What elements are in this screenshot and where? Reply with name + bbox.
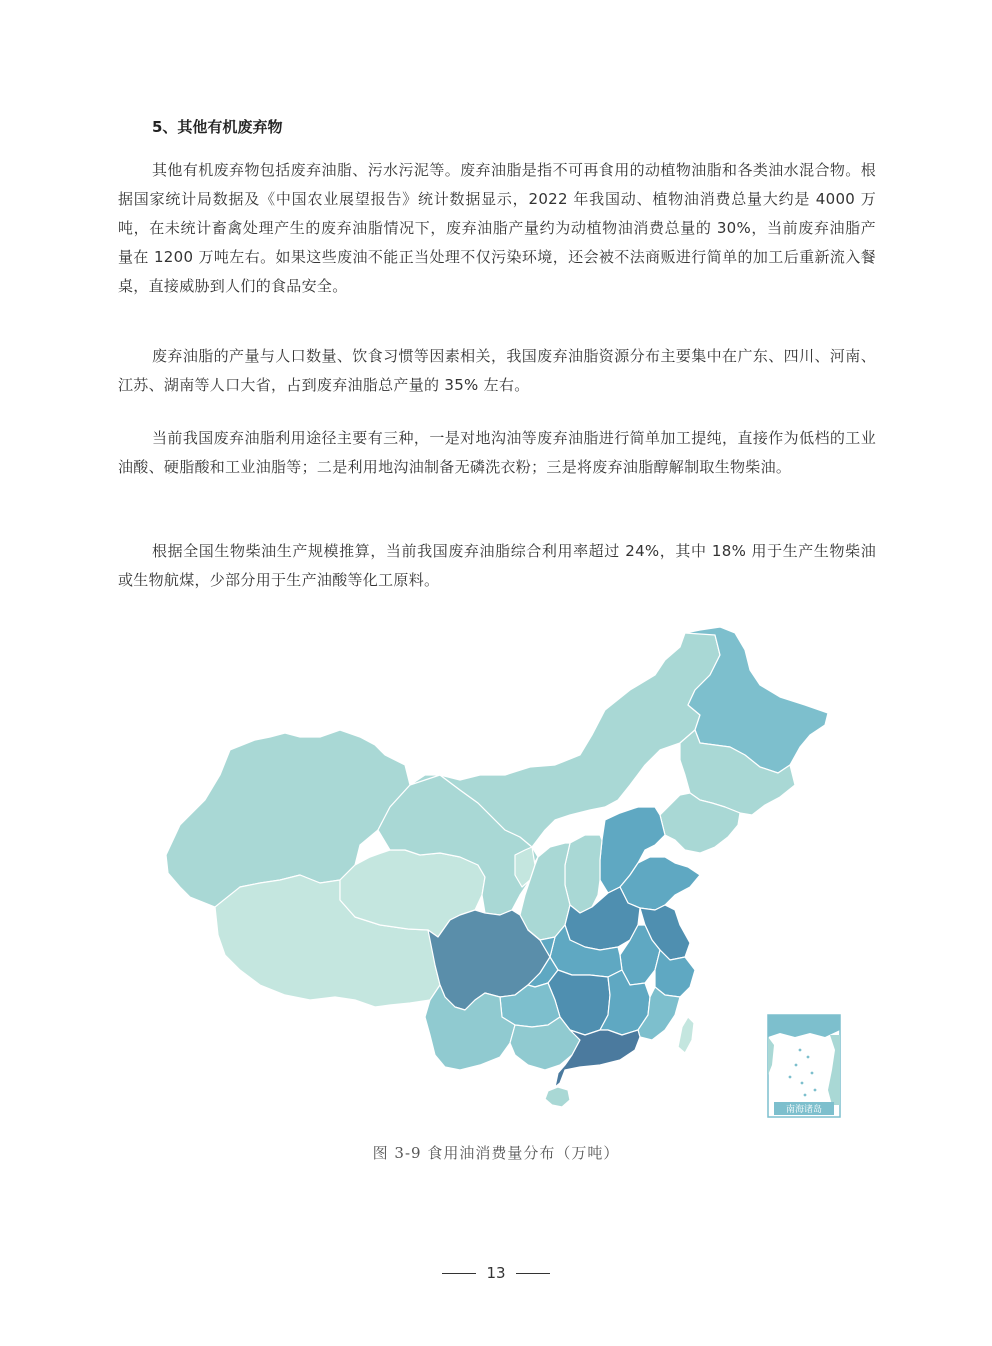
paragraph-waste-oil-rate: 根据全国生物柴油生产规模推算，当前我国废弃油脂综合利用率超过 24%，其中 18% 用于生产生物柴油或生物航煤，少部分用于生产油酸等化工原料。 <box>118 542 876 589</box>
page-number: 13 <box>486 1264 506 1282</box>
footer-rule-right <box>516 1273 550 1274</box>
paragraph-waste-oil-intro: 其他有机废弃物包括废弃油脂、污水污泥等。废弃油脂是指不可再食用的动植物油脂和各类油水混合物。根据国家统计局数据及《中国农业展望报告》统计数据显示，2022 年我国动、植物油消费总量大约是 4000 万吨，在未统计畜禽处理产生的废弃油脂情况下，废弃油脂产量约为动植物油消费总量的 30%，当前废弃油脂产量在 1200 万吨左右。如果这些废油不能正当处理不仅污染环境，还会被不法商贩进行简单的加工后重新流入餐桌，直接威胁到人们的食品安全。 <box>118 161 876 295</box>
section-heading: 5、其他有机废弃物 <box>152 118 283 136</box>
paragraph-waste-oil-utilization: 当前我国废弃油脂利用途径主要有三种，一是对地沟油等废弃油脂进行简单加工提纯，直接作为低档的工业油酸、硬脂酸和工业油脂等；二是利用地沟油制备无磷洗衣粉；三是将废弃油脂醇解制取生物柴油。 <box>118 429 876 476</box>
region-hainan <box>545 1087 570 1107</box>
south-china-sea-inset <box>768 1015 840 1117</box>
paragraph-waste-oil-distribution: 废弃油脂的产量与人口数量、饮食习惯等因素相关，我国废弃油脂资源分布主要集中在广东、四川、河南、江苏、湖南等人口大省，占到废弃油脂总产量的 35% 左右。 <box>118 347 876 394</box>
region-taiwan <box>678 1017 694 1053</box>
figure-caption: 图 3-9 食用油消费量分布（万吨） <box>372 1144 620 1162</box>
inset-label: 南海诸岛 <box>785 1105 823 1115</box>
china-oil-consumption-map <box>160 625 850 1125</box>
page-footer <box>0 1264 992 1282</box>
region-shanxi <box>565 835 602 913</box>
footer-rule-left <box>442 1273 476 1274</box>
